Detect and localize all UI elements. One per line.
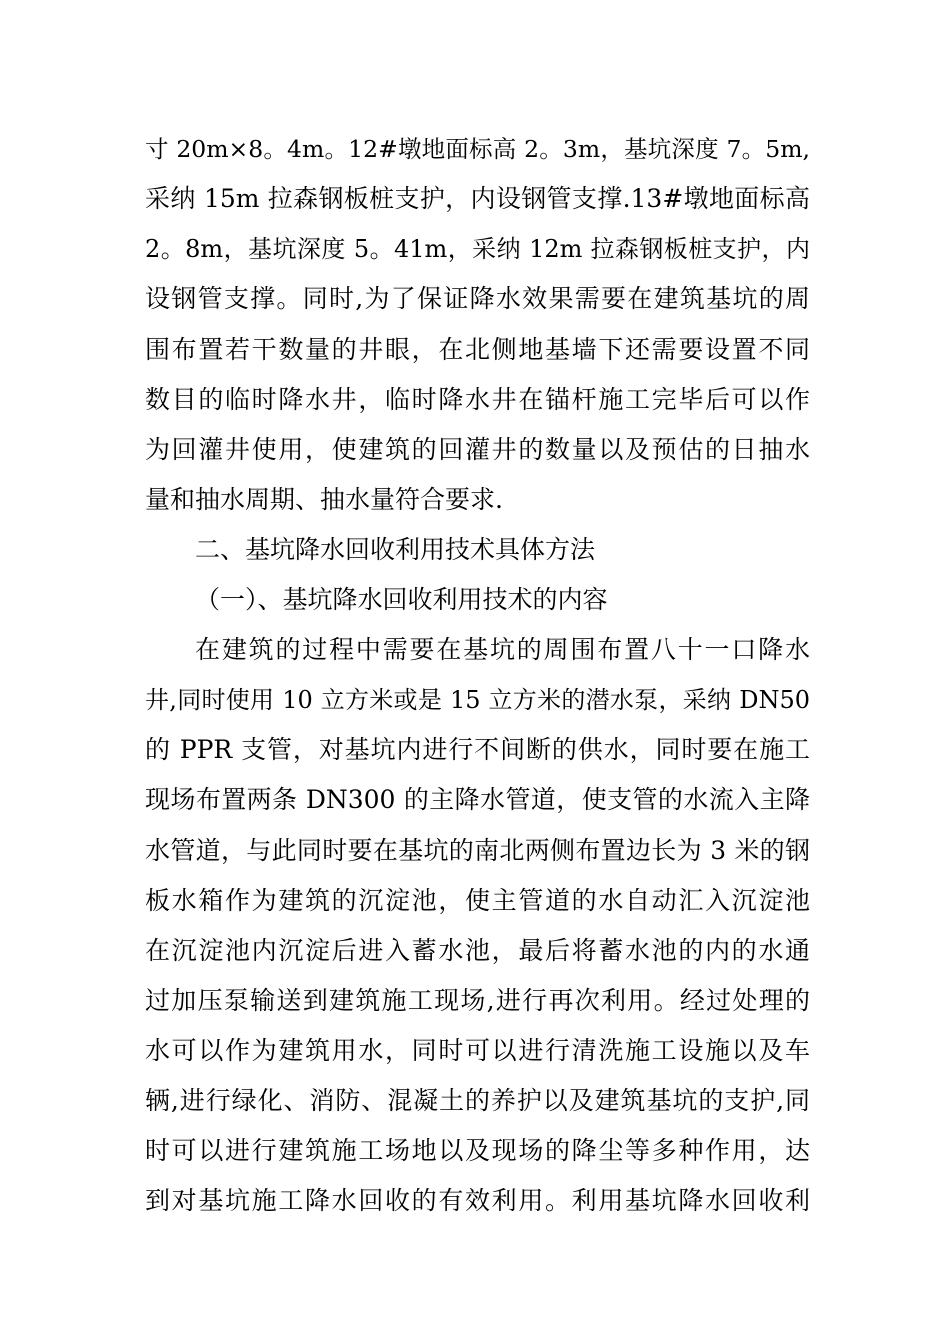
- text-line: 采纳 15m 拉森钢板桩支护，内设钢管支撑.13#墩地面标高: [145, 184, 810, 213]
- text-line: 在建筑的过程中需要在基坑的周围布置八十一口降水: [195, 635, 810, 664]
- text-line: 在沉淀池内沉淀后进入蓄水池，最后将蓄水池的内的水通: [145, 936, 810, 965]
- text-line: 的 PPR 支管，对基坑内进行不间断的供水，同时要在施工: [145, 735, 810, 764]
- section-heading: 二、基坑降水回收利用技术具体方法: [195, 535, 596, 564]
- text-line: 水可以作为建筑用水，同时可以进行清洗施工设施以及车: [145, 1036, 810, 1065]
- text-line: 设钢管支撑。同时,为了保证降水效果需要在建筑基坑的周: [145, 284, 810, 313]
- text-line: 围布置若干数量的井眼，在北侧地基墙下还需要设置不同: [145, 335, 810, 364]
- text-line: 板水箱作为建筑的沉淀池，使主管道的水自动汇入沉淀池: [145, 886, 810, 915]
- text-line: 为回灌井使用，使建筑的回灌井的数量以及预估的日抽水: [145, 435, 810, 464]
- text-line: 2。8m，基坑深度 5。41m，采纳 12m 拉森钢板桩支护，内: [145, 235, 810, 263]
- text-line: 量和抽水周期、抽水量符合要求.: [145, 485, 503, 514]
- text-line: 寸 20m×8。4m。12#墩地面标高 2。3m，基坑深度 7。5m,: [145, 135, 810, 163]
- text-line: 到对基坑施工降水回收的有效利用。利用基坑降水回收利: [145, 1186, 810, 1215]
- text-line: 数目的临时降水井，临时降水井在锚杆施工完毕后可以作: [145, 385, 810, 414]
- text-line: 时可以进行建筑施工场地以及现场的降尘等多种作用，达: [145, 1136, 810, 1165]
- text-line: 水管道，与此同时要在基坑的南北两侧布置边长为 3 米的钢: [145, 836, 810, 865]
- text-line: 现场布置两条 DN300 的主降水管道，使支管的水流入主降: [145, 785, 810, 814]
- subsection-heading: （一）、基坑降水回收利用技术的内容: [195, 585, 608, 614]
- text-line: 过加压泵输送到建筑施工现场,进行再次利用。经过处理的: [145, 986, 810, 1015]
- text-line: 井,同时使用 10 立方米或是 15 立方米的潜水泵，采纳 DN50: [145, 686, 810, 714]
- text-line: 辆,进行绿化、消防、混凝土的养护以及建筑基坑的支护,同: [145, 1086, 810, 1115]
